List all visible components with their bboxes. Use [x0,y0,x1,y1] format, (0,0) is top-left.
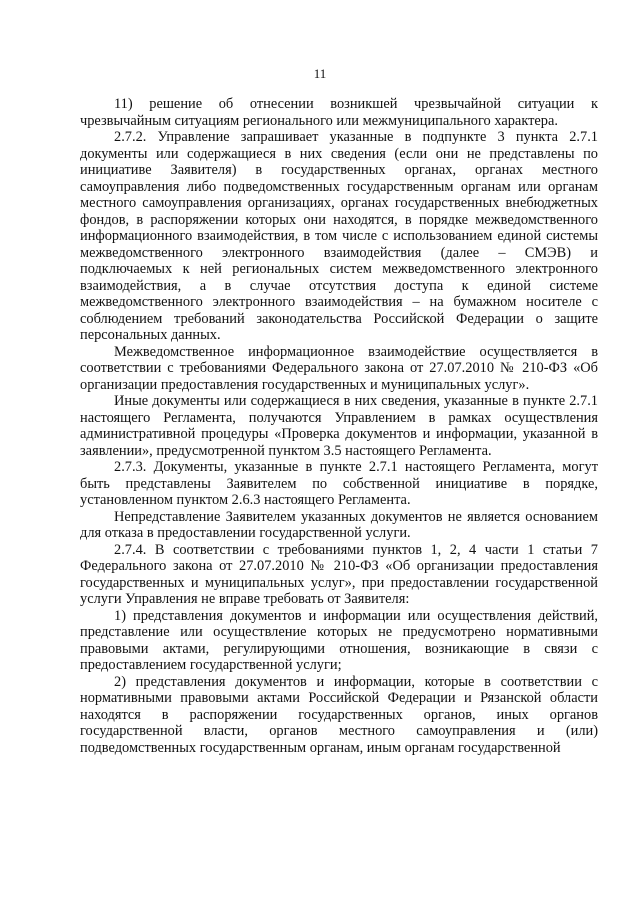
paragraph: 1) представления документов и информации или осуществления действий, представление или осуществление которых не предусмотрено нормативными правовыми актами, регулирующими отношения, возникающие в связи с предоставлением государственной услуги; [80,607,598,673]
paragraph: 2.7.2. Управление запрашивает указанные в подпункте 3 пункта 2.7.1 документы или содержащиеся в них сведения (если они не представлены по инициативе Заявителя) в государственных органах, органах местного самоуправления либо подведомственных государственным органам или органам местного самоуправления организациях, органах государственных внебюджетных фондов, в распоряжении которых они находятся, в порядке межведомственного информационного взаимодействия, в том числе с использованием единой системы межведомственного электронного взаимодействия (далее – СМЭВ) и подключаемых к ней региональных систем межведомственного электронного взаимодействия, а в случае отсутствия доступа к единой системе межведомственного электронного взаимодействия – на бумажном носителе с соблюдением требований законодательства Российской Федерации о защите персональных данных. [80,129,598,343]
page-number: 11 [313,66,327,81]
paragraph: 2.7.3. Документы, указанные в пункте 2.7.1 настоящего Регламента, могут быть представлены Заявителем по собственной инициативе в порядке, установленном пунктом 2.6.3 настоящего Регламента. [80,459,598,508]
paragraph: 2) представления документов и информации, которые в соответствии с нормативными правовыми актами Российской Федерации и Рязанской области находятся в распоряжении государственных органов, иных органов государственной власти, органов местного самоуправления и (или) подведомственных государственным органам, иным органам государственной [80,673,598,756]
paragraph: Иные документы или содержащиеся в них сведения, указанные в пункте 2.7.1 настоящего Регламента, получаются Управлением в рамках осуществления административной процедуры «Проверка документов и информации, указанной в заявлении», предусмотренной пунктом 3.5 настоящего Регламента. [80,393,598,459]
paragraph: Непредставление Заявителем указанных документов не является основанием для отказа в предоставлении государственной услуги. [80,508,598,541]
paragraph: Межведомственное информационное взаимодействие осуществляется в соответствии с требованиями Федерального закона от 27.07.2010 № 210-ФЗ «Об организации предоставления государственных и муниципальных услуг». [80,343,598,393]
document-body [80,96,598,756]
paragraph: 2.7.4. В соответствии с требованиями пунктов 1, 2, 4 части 1 статьи 7 Федерального закона от 27.07.2010 № 210-ФЗ «Об организации предоставления государственных и муниципальных услуг», при предоставлении государственной услуги Управления не вправе требовать от Заявителя: [80,541,598,607]
paragraph: 11) решение об отнесении возникшей чрезвычайной ситуации к чрезвычайным ситуациям регионального или межмуниципального характера. [80,96,598,129]
